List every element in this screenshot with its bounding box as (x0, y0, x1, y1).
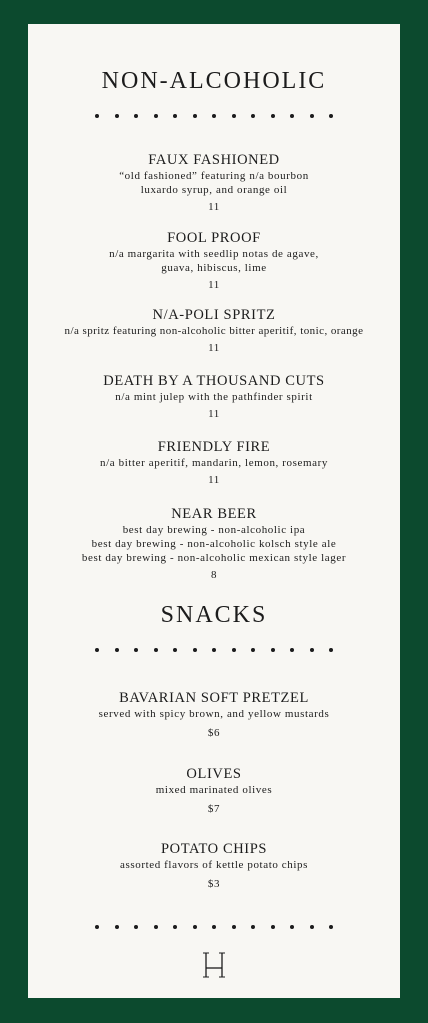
item-price: 11 (208, 408, 220, 420)
section-title-nonalcoholic: NON-ALCOHOLIC (101, 68, 327, 94)
item-description: best day brewing - non-alcoholic mexican style lager (81, 552, 347, 564)
item-description: mixed marinated olives (155, 784, 273, 796)
item-description: n/a mint julep with the pathfinder spirit (115, 391, 313, 403)
item-price: 11 (208, 474, 220, 486)
menu-item (28, 505, 400, 582)
item-price: 8 (210, 569, 218, 581)
item-description: “old fashioned” featuring n/a bourbon (119, 170, 309, 182)
item-price: 11 (208, 201, 220, 213)
item-description: luxardo syrup, and orange oil (140, 184, 288, 196)
item-price: $6 (207, 727, 221, 739)
dot-divider (28, 925, 400, 929)
menu-item (28, 229, 400, 292)
item-price: $7 (207, 803, 221, 815)
item-price: $3 (207, 878, 221, 890)
dot-divider (28, 114, 400, 118)
menu-item (28, 840, 400, 891)
item-description: best day brewing - non-alcoholic ipa (122, 524, 306, 536)
item-name: NEAR BEER (171, 506, 257, 522)
item-description: n/a margarita with seedlip notas de agave, (109, 248, 319, 260)
menu-item (28, 372, 400, 421)
item-description: served with spicy brown, and yellow mustards (98, 708, 330, 720)
monogram-h-icon (28, 952, 400, 983)
item-description: assorted flavors of kettle potato chips (119, 859, 309, 871)
item-description: best day brewing - non-alcoholic kolsch style ale (91, 538, 337, 550)
item-name: OLIVES (186, 766, 242, 782)
item-description: guava, hibiscus, lime (161, 262, 267, 274)
item-name: DEATH BY A THOUSAND CUTS (103, 373, 325, 389)
menu-item (28, 306, 400, 355)
item-description: n/a bitter aperitif, mandarin, lemon, rosemary (100, 457, 328, 469)
item-name: N/A-POLI SPRITZ (152, 307, 276, 323)
section-title-snacks: SNACKS (160, 602, 268, 628)
item-name: FOOL PROOF (167, 230, 261, 246)
dot-divider (28, 648, 400, 652)
item-price: 11 (208, 342, 220, 354)
menu-item (28, 438, 400, 487)
menu-item (28, 151, 400, 214)
menu-card (28, 24, 400, 998)
menu-item (28, 689, 400, 740)
item-name: FRIENDLY FIRE (157, 439, 271, 455)
item-description: n/a spritz featuring non-alcoholic bitter aperitif, tonic, orange (64, 325, 364, 337)
item-name: FAUX FASHIONED (148, 152, 280, 168)
item-name: POTATO CHIPS (160, 841, 268, 857)
item-name: BAVARIAN SOFT PRETZEL (119, 690, 309, 706)
item-price: 11 (208, 279, 220, 291)
menu-item (28, 765, 400, 816)
